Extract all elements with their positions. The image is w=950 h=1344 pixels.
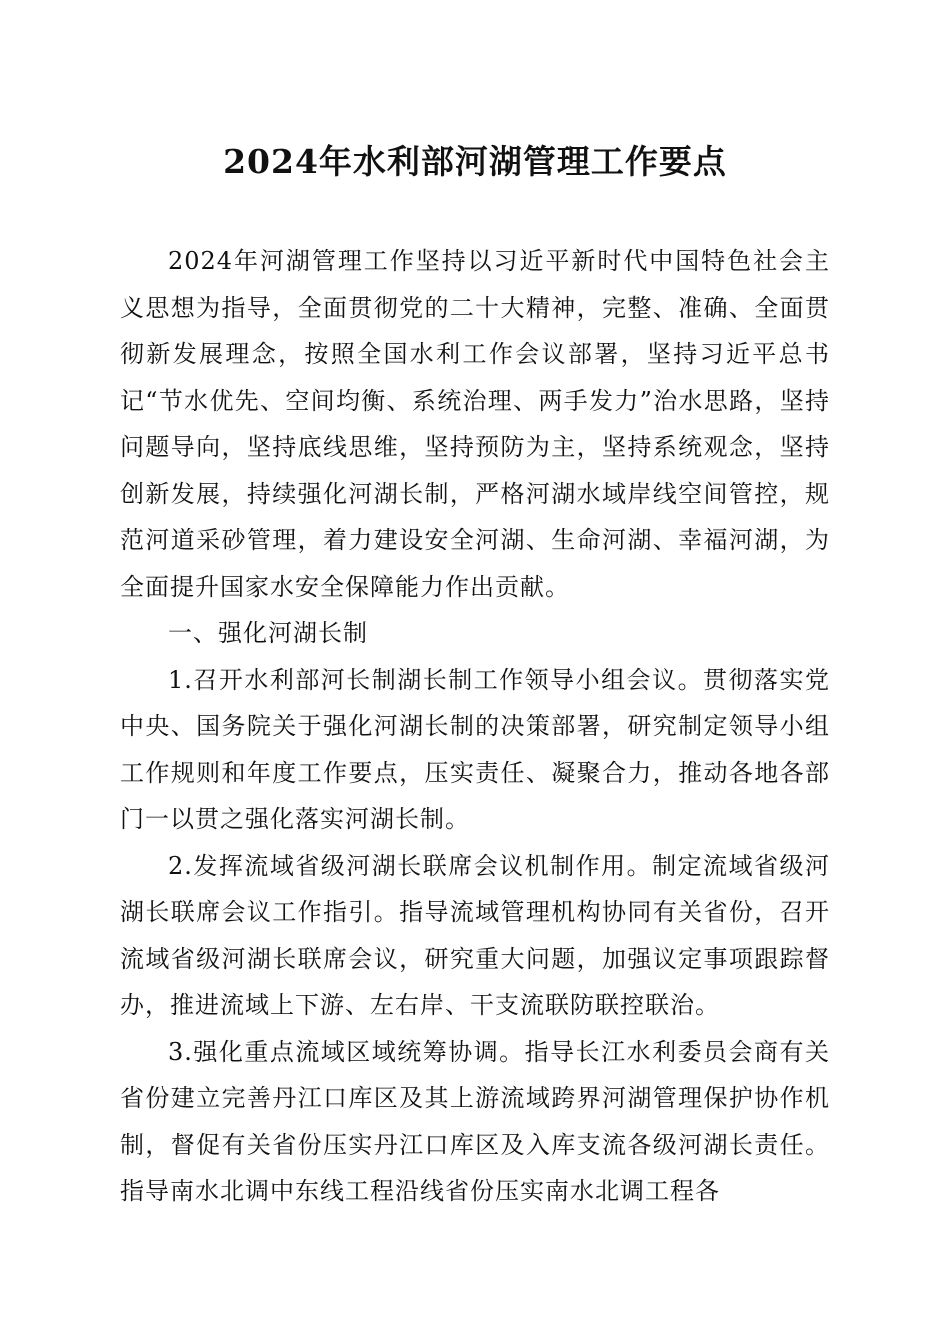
list-item-2: 2.发挥流域省级河湖长联席会议机制作用。制定流域省级河湖长联席会议工作指引。指导流域管理机构协同有关省份，召开流域省级河湖长联席会议，研究重大问题，加强议定事项跟踪督办，推进流域上下游、左右岸、干支流联防联控联治。 xyxy=(120,851,830,1019)
list-item-1: 1.召开水利部河长制湖长制工作领导小组会议。贯彻落实党中央、国务院关于强化河湖长制的决策部署，研究制定领导小组工作规则和年度工作要点，压实责任、凝聚合力，推动各地各部门一以贯之强化落实河湖长制。 xyxy=(120,665,830,833)
list-item-3: 3.强化重点流域区域统筹协调。指导长江水利委员会商有关省份建立完善丹江口库区及其上游流域跨界河湖管理保护协作机制，督促有关省份压实丹江口库区及入库支流各级河湖长责任。指导南水北调中东线工程沿线省份压实南水北调工程各 xyxy=(120,1037,830,1205)
section-heading: 一、强化河湖长制 xyxy=(168,619,368,647)
document-title: 2024年水利部河湖管理工作要点 xyxy=(223,142,727,181)
document-page xyxy=(120,130,830,1215)
intro-paragraph: 2024年河湖管理工作坚持以习近平新时代中国特色社会主义思想为指导，全面贯彻党的二十大精神，完整、准确、全面贯彻新发展理念，按照全国水利工作会议部署，坚持习近平总书记“节水优先、空间均衡、系统治理、两手发力”治水思路，坚持问题导向，坚持底线思维，坚持预防为主，坚持系统观念，坚持创新发展，持续强化河湖长制，严格河湖水域岸线空间管控，规范河道采砂管理，着力建设安全河湖、生命河湖、幸福河湖，为全面提升国家水安全保障能力作出贡献。 xyxy=(120,247,830,601)
